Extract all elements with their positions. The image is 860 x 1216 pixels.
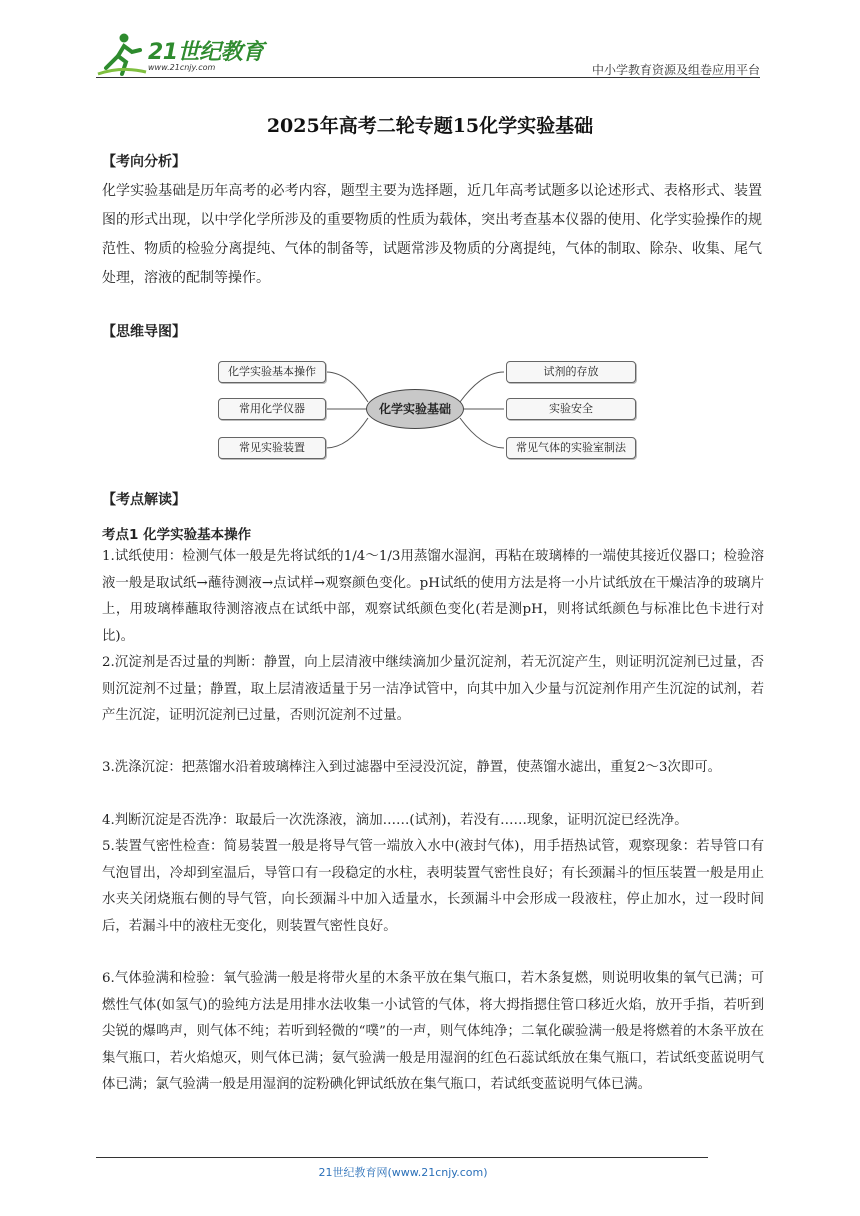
- platform-name: 中小学教育资源及组卷应用平台: [591, 63, 760, 77]
- mind-map: [218, 356, 638, 466]
- runner-icon: [96, 30, 148, 78]
- item-5: 5.装置气密性检查：简易装置一般是将导气管一端放入水中(液封气体)，用手捂热试管，观察现象：若导管口有气泡冒出，冷却到室温后，导管口有一段稳定的水柱，表明装置气密性良好；有长颈漏斗的恒压装置一般是用止水夹关闭烧瓶右侧的导气管，向长颈漏斗中加入适量水，长颈漏斗中会形成一段液柱，停止加水，过一段时间后，若漏斗中的液柱无变化，则装置气密性良好。: [102, 839, 764, 934]
- section-heading-mindmap: 【思维导图】: [102, 324, 186, 340]
- analysis-paragraph: 化学实验基础是历年高考的必考内容，题型主要为选择题，近几年高考试题多以论述形式、表格形式、装置图的形式出现，以中学化学所涉及的重要物质的性质为载体，突出考查基本仪器的使用、化学实验操作的规范性、物质的检验分离提纯、气体的制备等，试题常涉及物质的分离提纯，气体的制取、除杂、收集、尾气处理，溶液的配制等操作。: [102, 183, 762, 286]
- header-divider: [96, 77, 760, 78]
- mindmap-node-instruments: 常用化学仪器: [218, 398, 326, 420]
- section-heading-analysis: 【考向分析】: [102, 154, 186, 170]
- mindmap-node-apparatus: 常见实验装置: [218, 437, 326, 459]
- page-title: 2025年高考二轮专题15化学实验基础: [266, 115, 594, 137]
- item-6: 6.气体验满和检验：氧气验满一般是将带火星的木条平放在集气瓶口，若木条复燃，则说明收集的氧气已满；可燃性气体(如氢气)的验纯方法是用排水法收集一小试管的气体，将大拇指摁住管口移近火焰，放开手指，若听到尖锐的爆鸣声，则气体不纯；若听到轻微的“噗”的一声，则气体纯净；二氧化碳验满一般是将燃着的木条平放在集气瓶口，若火焰熄灭，则气体已满；氨气验满一般是用湿润的红色石蕊试纸放在集气瓶口，若试纸变蓝说明气体已满；氯气验满一般是用湿润的淀粉碘化钾试纸放在集气瓶口，若试纸变蓝说明气体已满。: [102, 971, 764, 1092]
- logo: 21世纪教育 www.21cnjy.com: [96, 30, 266, 80]
- mindmap-node-storage: 试剂的存放: [506, 361, 636, 383]
- mindmap-node-basic-ops: 化学实验基本操作: [218, 361, 326, 383]
- item-1: 1.试纸使用：检测气体一般是先将试纸的1/4～1/3用蒸馏水湿润，再粘在玻璃棒的一端使其接近仪器口；检验溶液一般是取试纸→蘸待测液→点试样→观察颜色变化。pH试纸的使用方法是将一小片试纸放在干燥洁净的玻璃片上，用玻璃棒蘸取待测溶液点在试纸中部，观察试纸颜色变化(若是测pH，则将试纸颜色与标准比色卡进行对比)。: [102, 549, 764, 644]
- footer-divider: [96, 1157, 708, 1158]
- page-header: [96, 30, 760, 80]
- item-3: 3.洗涤沉淀：把蒸馏水沿着玻璃棒注入到过滤器中至浸没沉淀，静置，使蒸馏水滤出，重复2～3次即可。: [102, 760, 721, 775]
- mindmap-node-safety: 实验安全: [506, 398, 636, 420]
- subheading-point-1: 考点1 化学实验基本操作: [102, 527, 252, 543]
- mindmap-center: 化学实验基础: [366, 389, 464, 429]
- item-2: 2.沉淀剂是否过量的判断：静置，向上层清液中继续滴加少量沉淀剂，若无沉淀产生，则证明沉淀剂已过量，否则沉淀剂不过量；静置，取上层清液适量于另一洁净试管中，向其中加入少量与沉淀剂作用产生沉淀的试剂，若产生沉淀，证明沉淀剂已过量，否则沉淀剂不过量。: [102, 655, 764, 723]
- section-heading-points: 【考点解读】: [102, 492, 186, 508]
- footer-link[interactable]: 21世纪教育网(www.21cnjy.com): [318, 1166, 488, 1179]
- mindmap-node-gas-prep: 常见气体的实验室制法: [506, 437, 636, 459]
- item-4: 4.判断沉淀是否洗净：取最后一次洗涤液，滴加……(试剂)，若没有……现象，证明沉淀已经洗净。: [102, 813, 688, 828]
